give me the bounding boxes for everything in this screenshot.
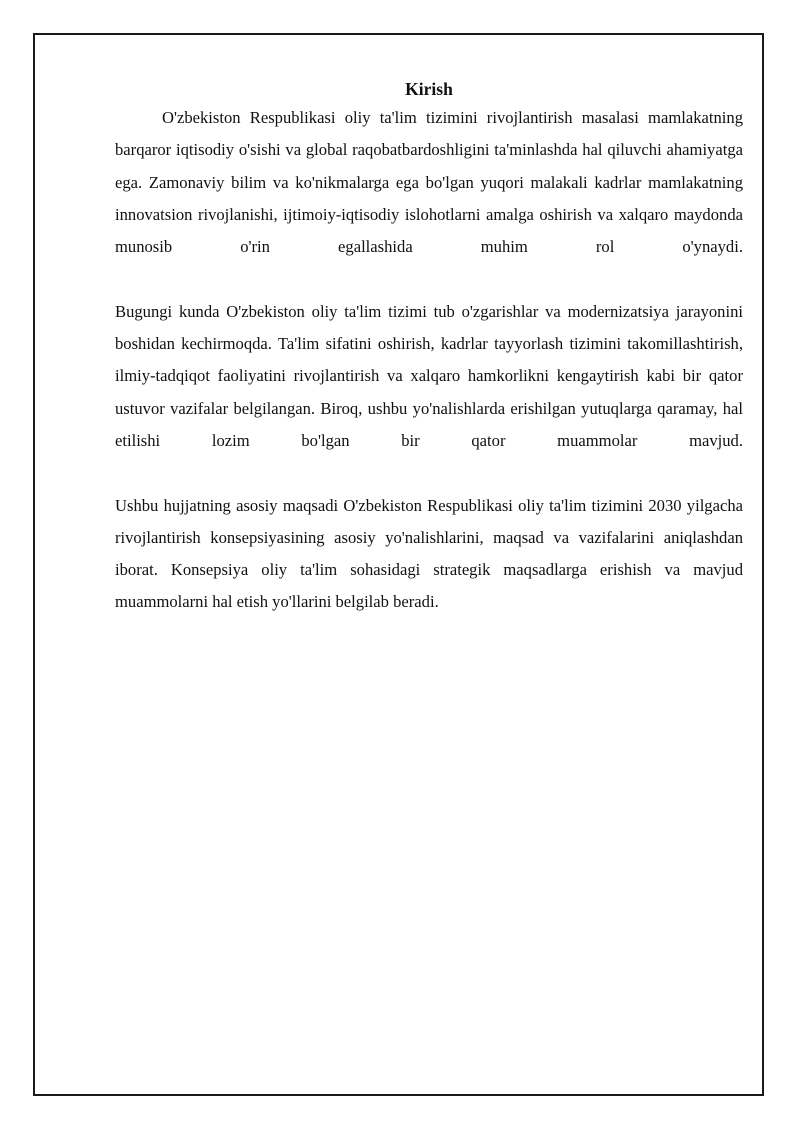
document-title: Kirish: [405, 79, 453, 99]
paragraph-intro: O'zbekiston Respublikasi oliy ta'lim tizimini rivojlantirish masalasi mamlakatning barqaror iqtisodiy o'sishi va global raqobatbardoshligini ta'minlashda hal qiluvchi ahamiyatga ega. Zamonaviy bilim va ko'nikmalarga ega bo'lgan yuqori malakali kadrlar mamlakatning innovatsion rivojlanishi, ijtimoiy-iqtisodiy islohotlarni amalga oshirish va xalqaro maydonda munosib o'rin egallashida muhim rol o'ynaydi.: [115, 108, 743, 257]
paragraph-spacer: [115, 263, 743, 295]
paragraph-current-state: Bugungi kunda O'zbekiston oliy ta'lim tizimi tub o'zgarishlar va modernizatsiya jarayonini boshidan kechirmoqda. Ta'lim sifatini oshirish, kadrlar tayyorlash tizimini takomillashtirish, ilmiy-tadqiqot faoliyatini rivojlantirish va xalqaro hamkorlikni kengaytirish kabi bir qator ustuvor vazifalar belgilangan. Biroq, ushbu yo'nalishlarda erishilgan yutuqlarga qaramay, hal etilishi lozim bo'lgan bir qator muammolar mavjud.: [115, 301, 743, 450]
paragraph-spacer: [115, 457, 743, 489]
paragraph-purpose: Ushbu hujjatning asosiy maqsadi O'zbekiston Respublikasi oliy ta'lim tizimini 2030 yilgacha rivojlantirish konsepsiyasining asosiy yo'nalishlarini, maqsad va vazifalarini aniqlashdan iborat. Konsepsiya oliy ta'lim sohasidagi strategik maqsadlarga erishish va mavjud muammolarni hal etish yo'llarini belgilab beradi.: [115, 495, 743, 612]
document-body: [115, 76, 743, 619]
